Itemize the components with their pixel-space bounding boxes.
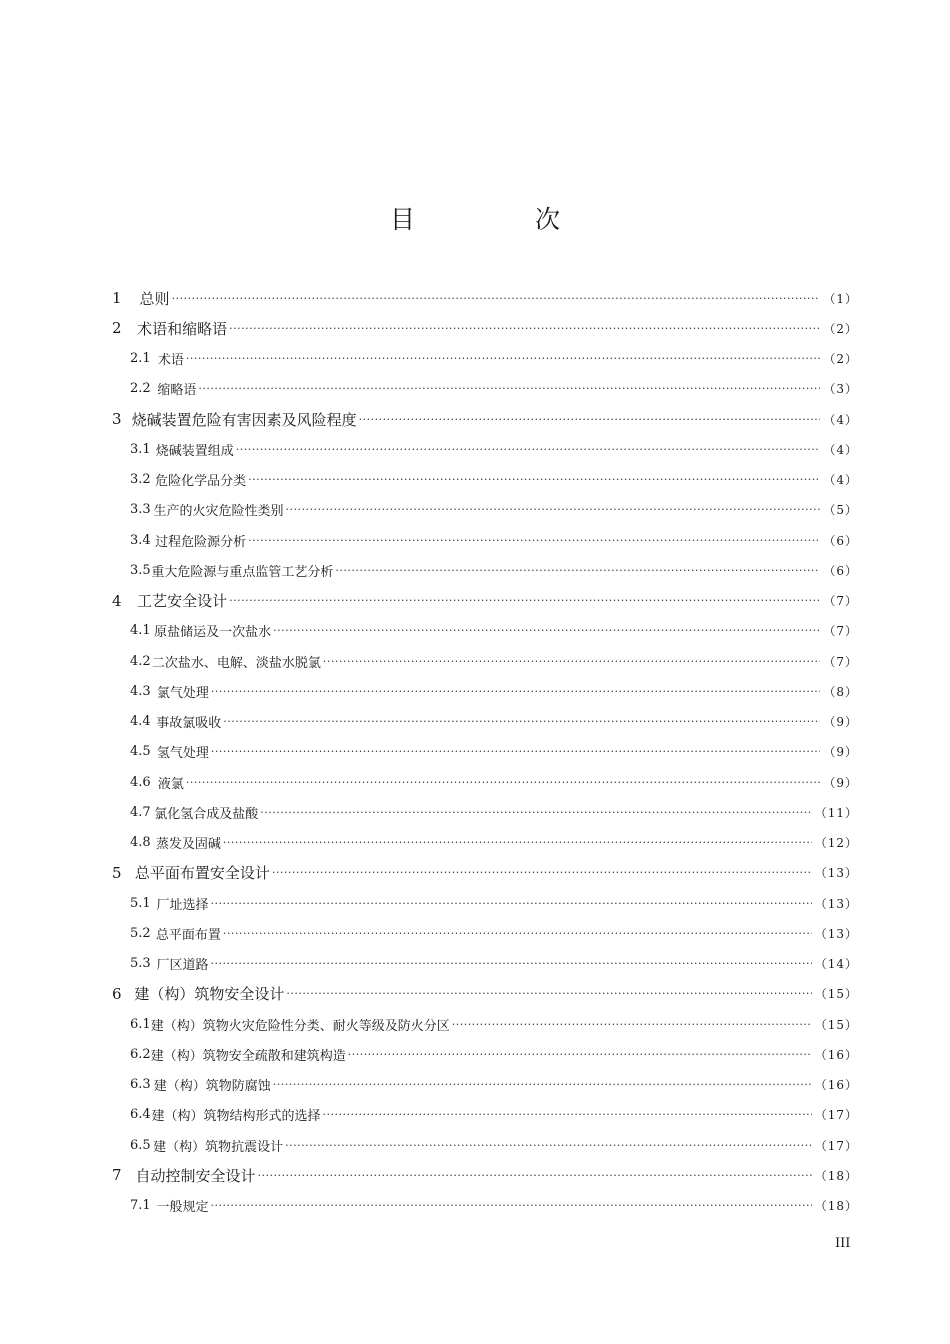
dot-leader	[452, 1018, 812, 1031]
toc-entry-label: 工艺安全设计	[137, 592, 228, 611]
toc-entry-number: 5.1	[130, 895, 151, 911]
dot-leader	[236, 443, 821, 456]
toc-entry-page: （9）	[823, 715, 858, 730]
toc-entry-number: 3.3	[130, 502, 151, 518]
toc-entry-page: （6）	[823, 533, 858, 548]
toc-entry-page: （18）	[814, 1168, 858, 1183]
toc-entry-label: 蒸发及固碱	[155, 837, 221, 853]
toc-entry-page: （15）	[814, 1017, 858, 1032]
toc-entry-number: 5	[112, 863, 122, 882]
toc-entry[interactable]	[112, 525, 858, 555]
dot-leader	[273, 1078, 812, 1091]
toc-entry-number: 2.1	[130, 351, 151, 367]
page-number: III	[835, 1236, 851, 1251]
toc-entry-label: 建（构）筑物结构形式的选择	[151, 1109, 321, 1125]
dot-leader	[210, 1199, 811, 1212]
toc-entry-label: 原盐储运及一次盐水	[154, 625, 272, 641]
toc-entry-page: （11）	[814, 805, 858, 820]
toc-entry[interactable]	[112, 797, 858, 827]
toc-entry-number: 4.3	[130, 683, 151, 699]
dot-leader	[273, 624, 820, 637]
table-of-contents	[112, 283, 858, 1221]
toc-entry-label: 建（构）筑物火灾危险性分类、耐火等级及防火分区	[150, 1018, 450, 1034]
dot-leader	[286, 503, 821, 516]
toc-entry-number: 6	[112, 984, 122, 1003]
toc-entry[interactable]	[112, 767, 858, 797]
toc-entry[interactable]	[112, 888, 858, 918]
toc-entry-label: 建（构）筑物安全设计	[134, 985, 285, 1004]
toc-entry-number: 6.4	[130, 1107, 151, 1123]
toc-entry-page: （3）	[823, 382, 858, 397]
toc-entry[interactable]	[112, 495, 858, 525]
toc-entry-page: （13）	[814, 896, 858, 911]
toc-entry[interactable]	[112, 313, 858, 343]
dot-leader	[198, 382, 820, 395]
toc-entry[interactable]	[112, 1009, 858, 1039]
toc-entry-label: 重大危险源与重点监管工艺分析	[151, 564, 334, 580]
toc-entry-label: 液氯	[157, 776, 184, 792]
toc-entry-number: 4.6	[130, 774, 151, 790]
toc-entry-number: 6.5	[130, 1137, 151, 1153]
toc-entry-page: （4）	[823, 412, 858, 427]
dot-leader	[210, 897, 811, 910]
toc-entry-number: 2	[112, 319, 122, 338]
dot-leader	[272, 866, 812, 879]
dot-leader	[359, 413, 821, 426]
dot-leader	[186, 352, 820, 365]
toc-entry-number: 3.1	[130, 441, 151, 457]
dot-leader	[229, 322, 820, 335]
toc-entry-page: （6）	[823, 563, 858, 578]
toc-entry-page: （16）	[814, 1047, 858, 1062]
toc-entry-label: 二次盐水、电解、淡盐水脱氯	[151, 655, 321, 671]
toc-entry-number: 1	[112, 289, 122, 308]
toc-entry-page: （7）	[823, 654, 858, 669]
toc-entry-label: 厂址选择	[156, 897, 209, 913]
toc-entry-number: 7	[112, 1166, 122, 1185]
toc-entry[interactable]	[112, 949, 858, 979]
toc-entry-label: 术语	[157, 353, 184, 369]
toc-entry-number: 4.2	[130, 653, 151, 669]
toc-entry-label: 氯化氢合成及盐酸	[154, 806, 259, 822]
dot-leader	[210, 957, 811, 970]
toc-entry-number: 4.4	[130, 714, 151, 730]
toc-entry[interactable]	[112, 555, 858, 585]
toc-entry-label: 自动控制安全设计	[135, 1166, 256, 1185]
toc-entry-page: （5）	[823, 503, 858, 518]
toc-entry-page: （2）	[823, 352, 858, 367]
toc-entry[interactable]	[112, 374, 858, 404]
toc-entry-number: 3.2	[130, 472, 151, 488]
toc-entry-label: 生产的火灾危险性类别	[153, 504, 284, 520]
toc-entry-number: 4.7	[130, 804, 151, 820]
toc-entry-label: 建（构）筑物安全疏散和建筑构造	[150, 1048, 346, 1064]
toc-entry[interactable]	[112, 1130, 858, 1160]
toc-entry-page: （12）	[814, 836, 858, 851]
toc-entry-number: 3.4	[130, 532, 151, 548]
toc-entry-number: 5.2	[130, 925, 151, 941]
dot-leader	[248, 473, 820, 486]
toc-entry-label: 危险化学品分类	[155, 474, 247, 490]
toc-entry-page: （9）	[823, 775, 858, 790]
dot-leader	[323, 655, 820, 668]
toc-entry-number: 6.2	[130, 1046, 151, 1062]
dot-leader	[285, 1139, 812, 1152]
toc-entry-label: 烧碱装置危险有害因素及风险程度	[131, 410, 357, 429]
toc-entry-page: （14）	[814, 957, 858, 972]
toc-entry[interactable]	[112, 979, 858, 1009]
toc-entry-page: （4）	[823, 473, 858, 488]
toc-entry-page: （9）	[823, 745, 858, 760]
toc-entry[interactable]	[112, 646, 858, 676]
toc-entry[interactable]	[112, 707, 858, 737]
toc-entry[interactable]	[112, 828, 858, 858]
toc-entry-page: （16）	[814, 1078, 858, 1093]
toc-entry[interactable]	[112, 465, 858, 495]
toc-entry-number: 6.3	[130, 1077, 151, 1093]
toc-entry-page: （15）	[814, 987, 858, 1002]
toc-entry[interactable]	[112, 1100, 858, 1130]
toc-entry[interactable]	[112, 586, 858, 616]
toc-entry-page: （7）	[823, 624, 858, 639]
dot-leader	[229, 594, 820, 607]
toc-entry-label: 建（构）筑物抗震设计	[153, 1139, 284, 1155]
dot-leader	[248, 534, 820, 547]
toc-entry-label: 事故氯吸收	[156, 716, 222, 732]
toc-entry-number: 6.1	[130, 1016, 151, 1032]
dot-leader	[211, 745, 821, 758]
toc-entry-number: 4.8	[130, 835, 151, 851]
toc-entry[interactable]	[112, 434, 858, 464]
toc-entry-page: （13）	[814, 926, 858, 941]
toc-entry-label: 氢气处理	[156, 746, 209, 762]
toc-entry-page: （17）	[814, 1138, 858, 1153]
toc-entry-number: 4	[112, 591, 122, 610]
toc-entry[interactable]	[112, 737, 858, 767]
toc-entry-label: 术语和缩略语	[137, 319, 228, 338]
toc-entry-label: 总平面布置	[155, 927, 221, 943]
dot-leader	[258, 1169, 812, 1182]
toc-entry-label: 缩略语	[157, 383, 197, 399]
toc-entry-page: （4）	[823, 442, 858, 457]
toc-entry-page: （2）	[823, 321, 858, 336]
dot-leader	[286, 987, 811, 1000]
toc-entry[interactable]	[112, 858, 858, 888]
toc-entry-number: 5.3	[130, 956, 151, 972]
toc-entry[interactable]	[112, 918, 858, 948]
toc-entry[interactable]	[112, 1191, 858, 1221]
dot-leader	[172, 292, 821, 305]
toc-entry-number: 4.5	[130, 744, 151, 760]
toc-entry-page: （17）	[814, 1108, 858, 1123]
page-title: 目 次	[390, 205, 616, 234]
toc-entry-number: 3.5	[130, 562, 151, 578]
toc-entry-page: （1）	[823, 291, 858, 306]
toc-entry-label: 总则	[139, 289, 170, 308]
toc-entry[interactable]	[112, 283, 858, 313]
toc-entry-number: 4.1	[130, 623, 151, 639]
toc-entry[interactable]	[112, 404, 858, 434]
toc-entry[interactable]	[112, 1039, 858, 1069]
toc-entry-label: 建（构）筑物防腐蚀	[153, 1079, 271, 1095]
dot-leader	[335, 564, 820, 577]
toc-entry[interactable]	[112, 676, 858, 706]
dot-leader	[323, 1108, 812, 1121]
toc-entry-page: （8）	[823, 684, 858, 699]
dot-leader	[223, 836, 812, 849]
toc-entry-label: 总平面布置安全设计	[134, 864, 270, 883]
toc-entry[interactable]	[112, 1160, 858, 1190]
toc-entry-label: 厂区道路	[156, 958, 209, 974]
dot-leader	[260, 806, 811, 819]
toc-entry-label: 过程危险源分析	[155, 534, 247, 550]
toc-entry-page: （18）	[814, 1199, 858, 1214]
dot-leader	[223, 927, 812, 940]
toc-entry-number: 2.2	[130, 381, 151, 397]
toc-entry-page: （13）	[814, 866, 858, 881]
toc-entry-page: （7）	[823, 594, 858, 609]
toc-entry-number: 3	[112, 410, 122, 429]
toc-entry[interactable]	[112, 344, 858, 374]
toc-entry-label: 烧碱装置组成	[155, 443, 234, 459]
toc-entry-number: 7.1	[130, 1198, 151, 1214]
dot-leader	[211, 685, 821, 698]
toc-entry-label: 一般规定	[156, 1200, 209, 1216]
dot-leader	[223, 715, 820, 728]
toc-entry[interactable]	[112, 616, 858, 646]
dot-leader	[186, 776, 820, 789]
toc-entry-label: 氯气处理	[156, 685, 209, 701]
dot-leader	[348, 1048, 812, 1061]
toc-entry[interactable]	[112, 1070, 858, 1100]
